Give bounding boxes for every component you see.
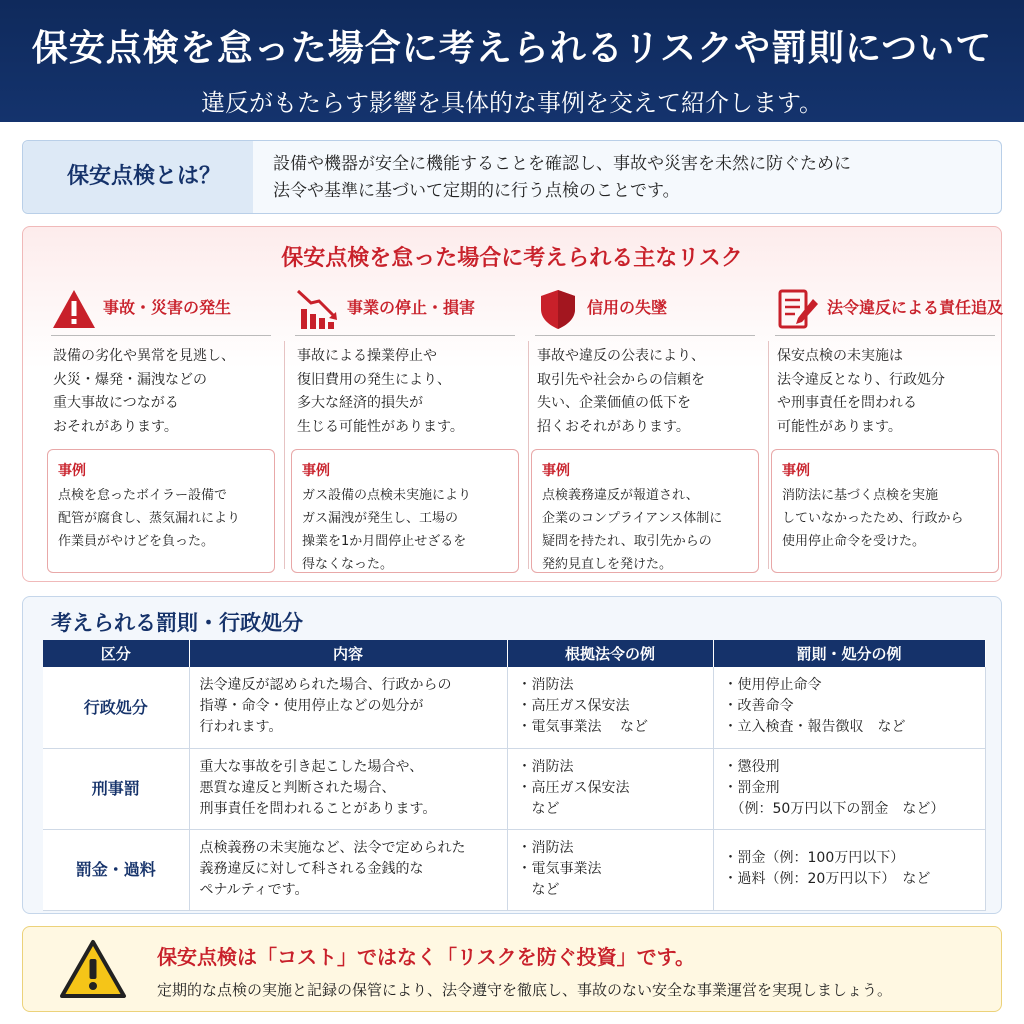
example-box [531,449,759,573]
example-label: 事例 [542,463,570,479]
cell-line: ・懲役刑 [723,758,780,775]
law-cell [507,667,713,748]
body-line: 事故による操業停止や [297,348,437,364]
example-line: ガス漏洩が発生し、工場の [302,511,459,526]
definition-line: 設備や機器が安全に機能することを確認し、事故や災害を未然に防ぐために [273,154,851,174]
cell-line: 刑事責任を問われることがあります。 [199,800,437,817]
column-header: 罰則・処分の例 [713,640,985,667]
table-header-row [43,640,985,667]
risk-card-label: 事故・災害の発生 [103,298,232,317]
risk-card-divider [295,335,515,336]
conclusion-text: 定期的な点検の実施と記録の保管により、法令遵守を徹底し、事故のない安全な事業運営を実現しましょう。 [157,981,893,999]
body-line: 事故や違反の公表により、 [537,348,705,364]
cell-line: 行われます。 [199,719,283,735]
category-cell: 行政処分 [43,667,189,748]
document-pen-icon [775,287,821,331]
body-line: 火災・爆発・漏洩などの [53,371,207,388]
cell-line: ・使用停止命令 [723,677,822,693]
category-cell: 刑事罰 [43,748,189,829]
cell-line: ・立入検査・報告徴収 など [723,719,906,735]
conclusion-box [22,926,1002,1012]
example-line: 疑問を持たれ、取引先からの [542,534,712,549]
cell-line: ・罰金（例：100万円以下） [723,849,905,866]
risk-card-credibility [529,283,761,575]
body-line: 生じる可能性があります。 [297,418,464,435]
example-label: 事例 [58,463,86,479]
risk-card-label: 事業の停止・損害 [347,298,476,317]
content-cell [189,829,507,910]
example-line: 得なくなった。 [302,557,394,572]
risk-card-divider [535,335,755,336]
content-cell [189,667,507,748]
sanction-cell [713,667,985,748]
example-box [47,449,275,573]
declining-chart-icon [295,287,341,331]
risk-card-label: 法令違反による責任追及 [827,298,1004,317]
sanction-cell [713,748,985,829]
cell-line: 点検義務の未実施など、法令で定められた [199,839,466,856]
example-line: 操業を1か月間停止せざるを [302,534,467,549]
cell-line: ・消防法 [517,677,574,693]
table-row [43,667,985,748]
cell-line: 法令違反が認められた場合、行政からの [199,677,452,693]
risk-card-label: 信用の失墜 [587,298,668,317]
column-header: 内容 [189,640,507,667]
example-label: 事例 [782,463,810,479]
category-cell: 罰金・過料 [43,829,189,910]
example-text [58,484,274,553]
definition-label: 保安点検とは？ [23,141,253,213]
example-line: していなかったため、行政から [782,511,964,526]
body-line: おそれがあります。 [53,418,178,435]
column-header: 区分 [43,640,189,667]
column-divider [284,341,285,569]
cell-line: ・消防法 [517,758,574,775]
penalty-section [22,596,1002,914]
example-line: 企業のコンプライアンス体制に [542,511,723,526]
risk-card-body [777,345,945,439]
example-line: 点検義務違反が報道され、 [542,488,699,503]
page-title: 保安点検を怠った場合に考えられるリスクや罰則について [31,28,993,69]
sanction-cell [713,829,985,910]
definition-line: 法令や基準に基づいて定期的に行う点検のことです。 [273,181,680,201]
cell-line: など [517,800,560,817]
risk-card-divider [51,335,271,336]
risk-card-business [289,283,521,575]
law-cell [507,748,713,829]
warning-icon [59,939,127,999]
risk-card-body [537,345,705,439]
risk-card-body [297,345,464,439]
risk-card-body [53,345,235,439]
example-line: 配管が腐食し、蒸気漏れにより [58,511,241,526]
cell-line: ・過料（例：20万円以下） など [723,870,931,887]
table-row [43,829,985,910]
risk-card-header [289,283,521,335]
body-line: 失い、企業価値の低下を [537,395,691,411]
conclusion-headline: 保安点検は「コスト」ではなく「リスクを防ぐ投資」です。 [157,945,695,969]
body-line: 重大事故につながる [53,395,179,411]
definition-box [22,140,1002,214]
penalty-section-title: 考えられる罰則・行政処分 [51,611,303,635]
risk-card-header [45,283,277,335]
body-line: や刑事責任を問われる [777,395,917,411]
body-line: 可能性があります。 [777,418,902,435]
table-row [43,748,985,829]
warning-triangle-icon [51,287,97,331]
body-line: 多大な経済的損失が [297,395,423,411]
cell-line: ・消防法 [517,839,574,856]
body-line: 復旧費用の発生により、 [297,371,451,388]
example-line: 消防法に基づく点検を実施 [782,488,939,503]
example-box [291,449,519,573]
risk-section [22,226,1002,582]
risk-card-accident [45,283,277,575]
cell-line: 悪質な違反と判断された場合、 [199,779,396,796]
law-cell [507,829,713,910]
example-line: 作業員がやけどを負った。 [58,534,215,549]
cell-line: ・改善命令 [723,698,794,714]
cell-line: など [517,881,560,898]
page-header [0,0,1024,122]
example-text [782,484,998,553]
cell-line: ・罰金刑 [723,779,780,796]
column-header: 根拠法令の例 [507,640,713,667]
example-label: 事例 [302,463,330,479]
cell-line: ・高圧ガス保安法 [517,698,630,714]
cell-line: 重大な事故を引き起こした場合や、 [199,758,424,775]
page-subtitle: 違反がもたらす影響を具体的な事例を交えて紹介します。 [200,89,824,117]
risk-section-title: 保安点検を怠った場合に考えられる主なリスク [281,246,743,271]
cell-line: ペナルティです。 [199,881,309,898]
penalty-table [43,640,986,911]
definition-text [273,151,851,205]
cell-line: 指導・命令・使用停止などの処分が [199,698,424,714]
cell-line: ・高圧ガス保安法 [517,779,630,796]
example-line: 点検を怠ったボイラー設備で [58,488,228,503]
example-box [771,449,999,573]
shield-icon [535,287,581,331]
example-text [542,484,758,576]
risk-card-header [769,283,1004,335]
body-line: 取引先や社会からの信頼を [537,371,705,388]
example-line: ガス設備の点検未実施により [302,488,472,503]
example-text [302,484,518,576]
risk-card-legal [769,283,1004,575]
cell-line: ・電気事業法 など [517,719,648,735]
example-line: 使用停止命令を受けた。 [782,534,926,549]
content-cell [189,748,507,829]
body-line: 設備の劣化や異常を見逃し、 [53,348,235,364]
body-line: 招くおそれがあります。 [537,418,690,435]
example-line: 発約見直しを発けた。 [542,557,673,572]
body-line: 法令違反となり、行政処分 [777,371,945,388]
body-line: 保安点検の未実施は [777,348,903,364]
risk-card-header [529,283,761,335]
cell-line: （例：50万円以下の罰金 など） [723,800,945,817]
risk-card-divider [775,335,995,336]
cell-line: ・電気事業法 [517,860,602,877]
cell-line: 義務違反に対して科される金銭的な [199,860,424,877]
